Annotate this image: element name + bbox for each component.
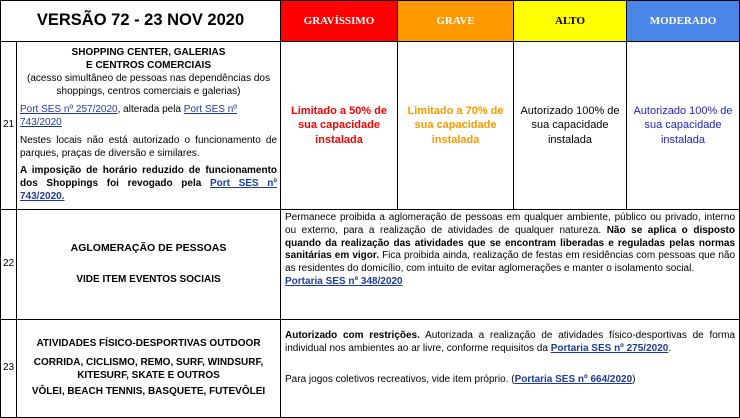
row-23: [1, 320, 740, 418]
header-row: [1, 1, 740, 42]
portaria-link[interactable]: Port SES nº 743/2020.: [20, 178, 278, 203]
row-21-moderado-value: Autorizado 100% de sua capacidade instalada: [627, 42, 740, 210]
level-alto: ALTO: [514, 1, 627, 42]
row-22-portaria: [285, 276, 735, 289]
row-23-sub1: CORRIDA, CICLISMO, REMO, SURF, WINDSURF, KITESURF, SKATE E OUTROS: [33, 356, 264, 381]
note-end: ): [632, 373, 636, 385]
row-number: 21: [1, 42, 17, 210]
row-22: [1, 210, 740, 320]
portaria-link[interactable]: Port SES nº 743/2020: [20, 104, 237, 129]
row-23-note: [285, 374, 735, 387]
row-21-note: Nestes locais não está autorizado o funcionamento de parques, praças de diversão e similares.: [20, 134, 278, 159]
row-number: 23: [1, 320, 17, 418]
row-number: 22: [1, 210, 17, 320]
portaria-connector: , alterada pela: [117, 104, 184, 116]
row-21-alto-value: Autorizado 100% de sua capacidade instalada: [514, 42, 627, 210]
level-moderado: MODERADO: [627, 1, 740, 42]
rule-emphasis: Autorizado com restrições.: [285, 330, 420, 341]
notice-text: A imposição de horário reduzido de funcionamento dos Shoppings foi revogado pela: [20, 165, 278, 190]
rule-emphasis: Não se aplica o disposto quando da realização das atividades que se encontram liberadas e reguladas pelas normas sanitárias em vigor.: [285, 224, 736, 262]
row-23-rule-text: [285, 330, 735, 356]
version-title: VERSÃO 72 - 23 NOV 2020: [1, 1, 281, 42]
row-21: [1, 42, 740, 210]
row-21-gravissimo-value: Limitado a 50% de sua capacidade instalada: [281, 42, 398, 210]
row-22-subtitle: VIDE ITEM EVENTOS SOCIAIS: [76, 273, 221, 285]
row-22-description: [17, 210, 281, 320]
row-23-title: ATIVIDADES FÍSICO-DESPORTIVAS OUTDOOR: [36, 337, 261, 349]
portaria-link[interactable]: Portaria SES nº 275/2020: [550, 342, 669, 354]
row-21-notice: [20, 165, 277, 203]
row-22-title: AGLOMERAÇÃO DE PESSOAS: [70, 242, 227, 255]
rule-end: .: [668, 342, 672, 354]
portaria-link[interactable]: Port SES nº 257/2020: [20, 104, 118, 116]
portaria-link[interactable]: Portaria SES nº 664/2020: [514, 373, 633, 385]
row-21-grave-value: Limitado a 70% de sua capacidade instalada: [398, 42, 514, 210]
row-21-title-line2: E CENTROS COMERCIAIS: [86, 59, 212, 71]
row-21-portaria: [20, 104, 277, 130]
row-23-sub2: VÔLEI, BEACH TENNIS, BASQUETE, FUTEVÔLEI: [31, 386, 266, 398]
row-23-description: [17, 320, 281, 418]
row-23-rule: [281, 320, 740, 418]
row-21-description: [17, 42, 281, 210]
note-text: Para jogos coletivos recreativos, vide item próprio. (: [285, 373, 515, 385]
rule-text: Autorizada a realização de atividades físico-desportivas de forma individual nos ambientes ao ar livre, conforme requisitos da: [285, 330, 736, 354]
row-22-rule-text: [285, 212, 735, 276]
level-gravissimo: GRAVÍSSIMO: [281, 1, 398, 42]
rule-text: Fica proibida ainda, realização de festas em residências com pessoas que não as residentes do domicílio, com intuito de evitar aglomerações e manter o isolamento social.: [285, 250, 736, 275]
level-grave: GRAVE: [398, 1, 514, 42]
portaria-link[interactable]: Portaria SES nº 348/2020: [285, 275, 403, 287]
row-21-subtitle: (acesso simultâneo de pessoas nas dependências dos shoppings, centros comerciais e galerias): [27, 72, 270, 97]
rule-text: Permanece proibida a aglomeração de pessoas em qualquer ambiente, público ou privado, interno ou externo, para a realização de atividades de qualquer natureza.: [285, 212, 736, 236]
row-22-rule: [281, 210, 740, 320]
row-21-title-line1: SHOPPING CENTER, GALERIAS: [71, 47, 226, 59]
